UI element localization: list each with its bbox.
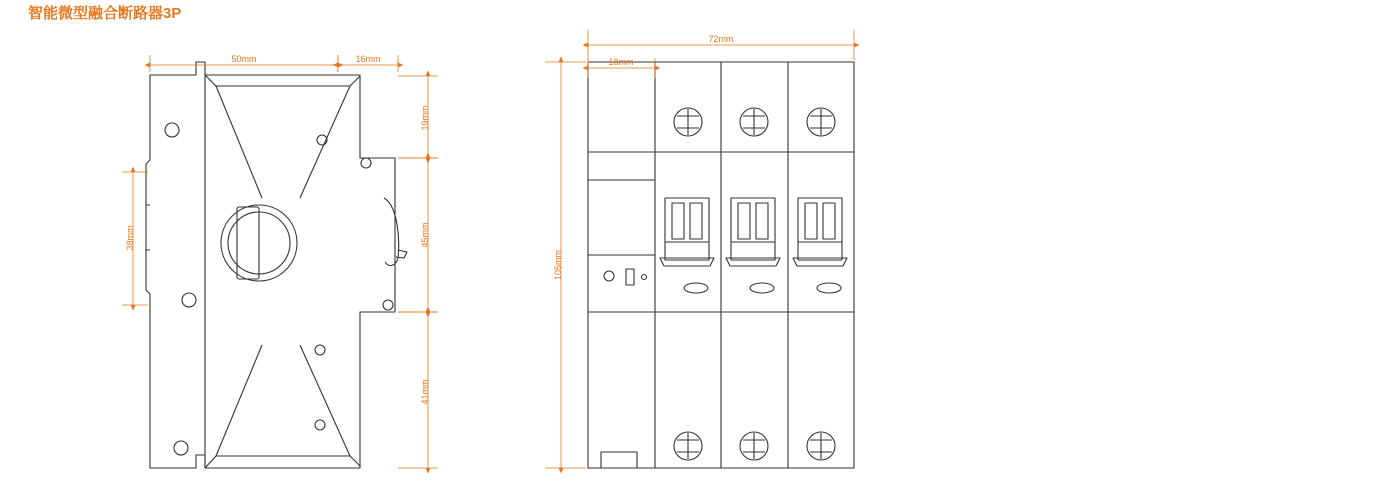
side-right-bracket-tip	[396, 250, 407, 258]
dimension-19mm: 19mm	[420, 105, 430, 131]
dimension-45mm: 45mm	[420, 222, 430, 248]
mounting-hole-bottom-left	[174, 441, 188, 455]
side-crease-lower-right	[300, 345, 350, 456]
terminal-screw-bottom-3	[807, 432, 835, 460]
terminal-screw-top-3	[807, 108, 835, 136]
front-view-dimensions	[545, 30, 854, 468]
side-view-group	[146, 62, 407, 468]
side-right-bracket	[384, 198, 399, 265]
status-led	[604, 271, 614, 281]
front-view-group	[588, 62, 854, 468]
toggle-lever-2	[726, 198, 780, 266]
side-crease-upper	[216, 86, 262, 198]
page-title: 智能微型融合断路器3P	[28, 5, 182, 22]
toggle-lever-1	[660, 198, 714, 266]
side-view-dimensions	[122, 54, 438, 468]
mounting-hole-mid-left	[182, 293, 196, 307]
side-bottom-bevel	[205, 456, 360, 468]
bottom-din-tab	[601, 452, 637, 468]
side-top-bevel	[205, 75, 360, 86]
toggle-lever-3	[793, 198, 847, 266]
indicator-slot-3	[817, 283, 841, 293]
indicator-slot-2	[750, 283, 774, 293]
mounting-hole-bottom-right	[315, 420, 325, 430]
face-button	[626, 269, 634, 285]
terminal-screw-bottom-2	[740, 432, 768, 460]
dimension-50mm: 50mm	[231, 54, 257, 64]
terminal-screw-top-2	[740, 108, 768, 136]
dimension-41mm: 41mm	[420, 379, 430, 405]
side-body-outline	[146, 62, 395, 468]
dimension-16mm: 16mm	[355, 54, 381, 64]
face-dot	[642, 275, 647, 280]
mounting-hole-upper-right	[361, 158, 371, 168]
dimension-18mm: 18mm	[608, 57, 634, 67]
dimension-72mm: 72mm	[708, 34, 734, 44]
side-crease-upper-right	[300, 86, 350, 198]
mounting-hole-lower-right	[383, 300, 393, 310]
indicator-slot-1	[684, 283, 708, 293]
side-crease-lower	[216, 345, 262, 456]
mounting-hole-center-right	[315, 345, 325, 355]
dimension-105mm: 105mm	[553, 249, 563, 281]
side-din-notch	[146, 205, 150, 250]
mounting-hole-top-left	[165, 123, 179, 137]
terminal-screw-bottom-1	[674, 432, 702, 460]
dimension-38mm: 38mm	[125, 225, 135, 251]
terminal-screw-top-1	[674, 108, 702, 136]
